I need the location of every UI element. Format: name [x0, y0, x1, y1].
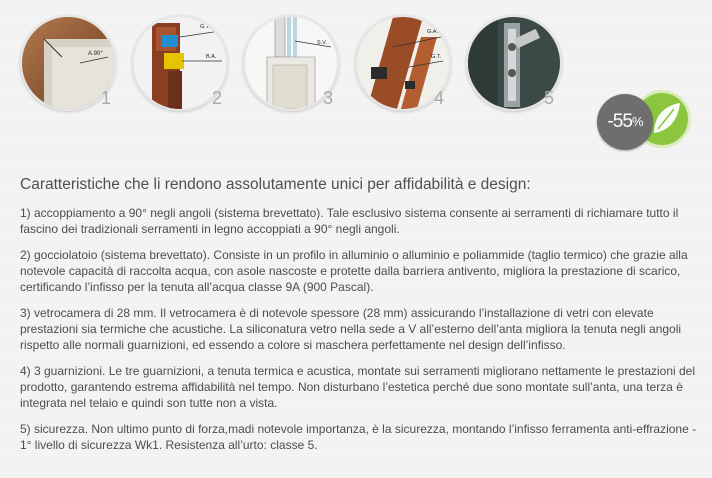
discount-value: [597, 94, 653, 150]
thumb-4-label-bottom: G.T.: [431, 54, 442, 60]
thumb-2-number: 2: [212, 88, 223, 108]
feature-paragraph-4: 4) 3 guarnizioni. Le tre guarnizioni, a tenuta termica e acustica, montate sui serramenti migliorano nettamente le prestazioni del prodotto, garantendo estrema affidabilità nel tempo. Non disturbano l’estetica perché due sono montate sull’anta, una terza è integrata nel telaio e quindi son tutte non a vista.: [20, 364, 696, 410]
energy-saving-badge: [597, 88, 689, 152]
discount-unit: %: [631, 114, 643, 129]
thumb-4-number: 4: [434, 88, 445, 108]
feature-paragraph-1: 1) accoppiamento a 90° negli angoli (sistema brevettato). Tale esclusivo sistema consente ai serramenti di richiamare tutto il fascino dei tradizionali serramenti in legno accoppiati a 90° negli angoli.: [20, 206, 679, 236]
thumb-1-number: 1: [101, 88, 112, 108]
thumb-4-label-top: G.A.: [427, 29, 439, 35]
thumb-3-number: 3: [323, 88, 334, 108]
thumb-3-label: S.V.: [317, 40, 327, 46]
thumb-2-label-bottom: B.A.: [206, 54, 217, 60]
feature-paragraph-2: 2) gocciolatoio (sistema brevettato). Consiste in un profilo in alluminio o alluminio e poliammide (taglio termico) che grazie alla notevole capacità di raccolta acqua, con asole nascoste e protette dalla barriera antivento, migliora la prestazione di scarico, certificando l’infisso per la tenuta all’acqua classe 9A (900 Pascal).: [20, 248, 688, 294]
thumb-2-label-top: G.T.T.: [200, 24, 215, 30]
features-section: [20, 176, 700, 463]
discount-number: -55: [607, 111, 632, 132]
feature-paragraph-5: 5) sicurezza. Non ultimo punto di forza,madi notevole importanza, è la sicurezza, montando l’infisso ferramenta anti-effrazione - 1° livello di sicurezza Wk1. Resistenza all’urto: classe 5.: [20, 422, 697, 452]
feature-paragraph-3: 3) vetrocamera di 28 mm. Il vetrocamera è di notevole spessore (28 mm) assicurando l’installazione di vetri con elevate prestazioni sia termiche che acustiche. La siliconatura vetro nella sede a V all’esterno dell’anta migliora la tenuta negli angoli rispetto alle normali guarnizioni, ed essendo a colore si maschera perfettamente nel design dell’infisso.: [20, 306, 682, 352]
feature-gallery: [0, 0, 712, 150]
thumb-1-label: A.90°: [88, 51, 103, 57]
thumb-5-number: 5: [544, 88, 555, 108]
features-heading: Caratteristiche che li rendono assolutamente unici per affidabilità e design:: [20, 176, 531, 193]
